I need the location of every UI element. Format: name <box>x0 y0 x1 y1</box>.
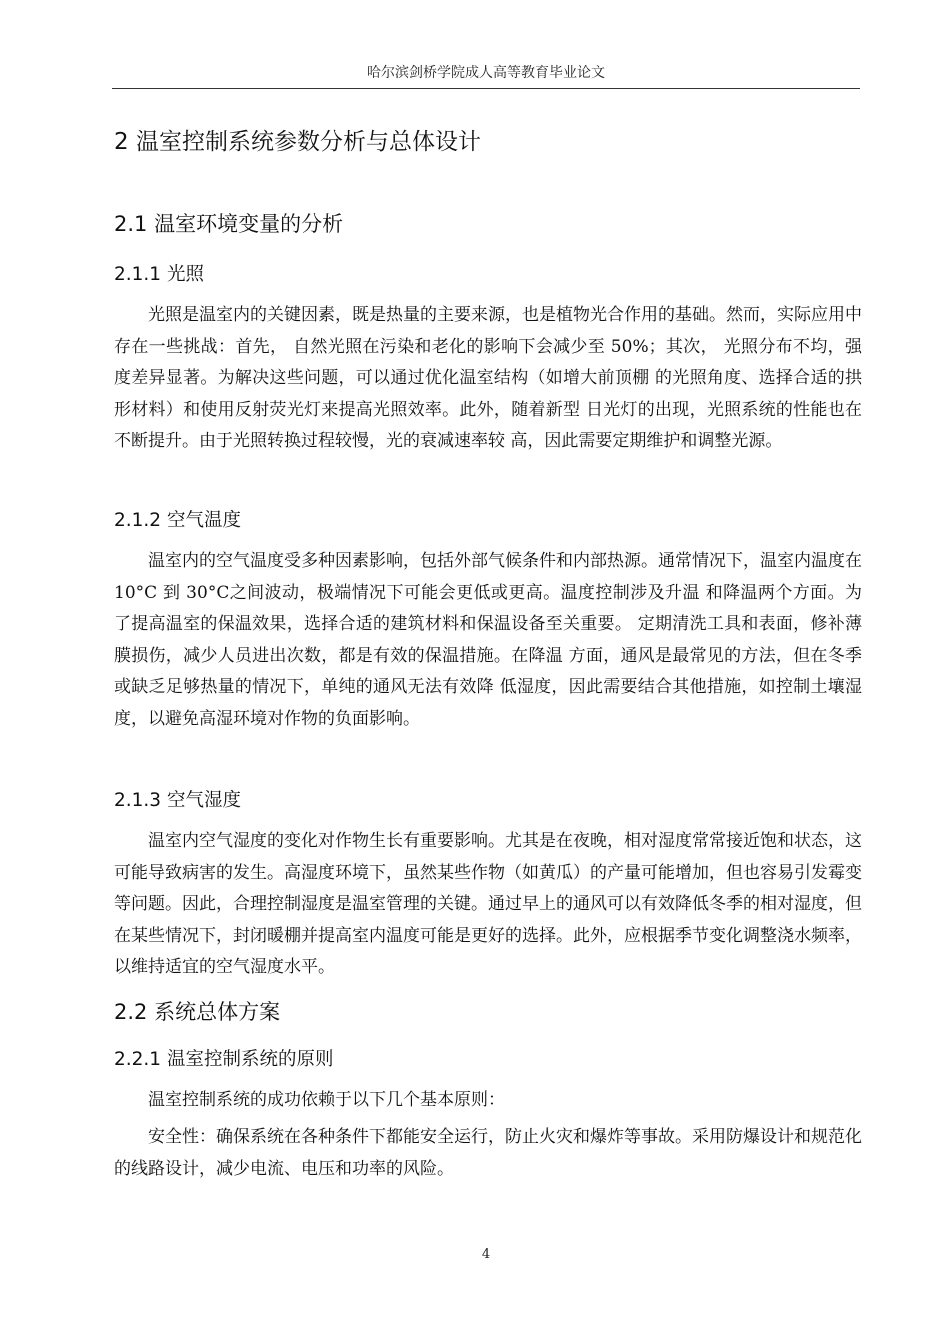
paragraph-safety-principle: 安全性：确保系统在各种条件下都能安全运行，防止火灾和爆炸等事故。采用防爆设计和规范化的线路设计，减少电流、电压和功率的风险。 <box>114 1127 862 1179</box>
section-title-2-1: 2.1 温室环境变量的分析 <box>114 212 344 236</box>
section-title-2-2: 2.2 系统总体方案 <box>114 1000 281 1024</box>
paragraph-air-humidity: 温室内空气湿度的变化对作物生长有重要影响。尤其是在夜晚，相对湿度常常接近饱和状态，这可能导致病害的发生。高湿度环境下，虽然某些作物（如黄瓜）的产量可能增加，但也容易引发霉变等问题。因此，合理控制湿度是温室管理的关键。通过早上的通风可以有效降低冬季的相对湿度，但在某些情况下，封闭暖棚并提高室内温度可能是更好的选择。此外，应根据季节变化调整浇水频率，以维持适宜的空气湿度水平。 <box>114 831 862 977</box>
subsection-title-2-2-1: 2.2.1 温室控制系统的原则 <box>114 1049 334 1070</box>
paragraph-principles-intro: 温室控制系统的成功依赖于以下几个基本原则： <box>148 1090 505 1110</box>
chapter-title: 2 温室控制系统参数分析与总体设计 <box>114 129 481 155</box>
subsection-title-2-1-1: 2.1.1 光照 <box>114 264 204 285</box>
running-header: 哈尔滨剑桥学院成人高等教育毕业论文 <box>367 65 605 81</box>
header-divider <box>112 88 860 89</box>
subsection-title-2-1-2: 2.1.2 空气温度 <box>114 510 241 531</box>
page-number: 4 <box>481 1247 491 1262</box>
subsection-title-2-1-3: 2.1.3 空气湿度 <box>114 790 241 811</box>
paragraph-air-temperature: 温室内的空气温度受多种因素影响，包括外部气候条件和内部热源。通常情况下，温室内温度在 10°C 到 30°C之间波动，极端情况下可能会更低或更高。温度控制涉及升温 和降温两个方面。为了提高温室的保温效果，选择合适的建筑材料和保温设备至关重要。 定期清洗工具和表面，修补薄膜损伤，减少人员进出次数，都是有效的保温措施。在降温 方面，通风是最常见的方法，但在冬季或缺乏足够热量的情况下，单纯的通风无法有效降 低湿度，因此需要结合其他措施，如控制土壤湿度，以避免高湿环境对作物的负面影响。 <box>114 551 862 729</box>
paragraph-lighting: 光照是温室内的关键因素，既是热量的主要来源，也是植物光合作用的基础。然而，实际应用中存在一些挑战：首先， 自然光照在污染和老化的影响下会减少至 50%；其次， 光照分布不均，强度差异显著。为解决这些问题，可以通过优化温室结构（如增大前顶棚 的光照角度、选择合适的拱形材料）和使用反射荧光灯来提高光照效率。此外，随着新型 日光灯的出现，光照系统的性能也在不断提升。由于光照转换过程较慢，光的衰减速率较 高，因此需要定期维护和调整光源。 <box>114 305 862 451</box>
